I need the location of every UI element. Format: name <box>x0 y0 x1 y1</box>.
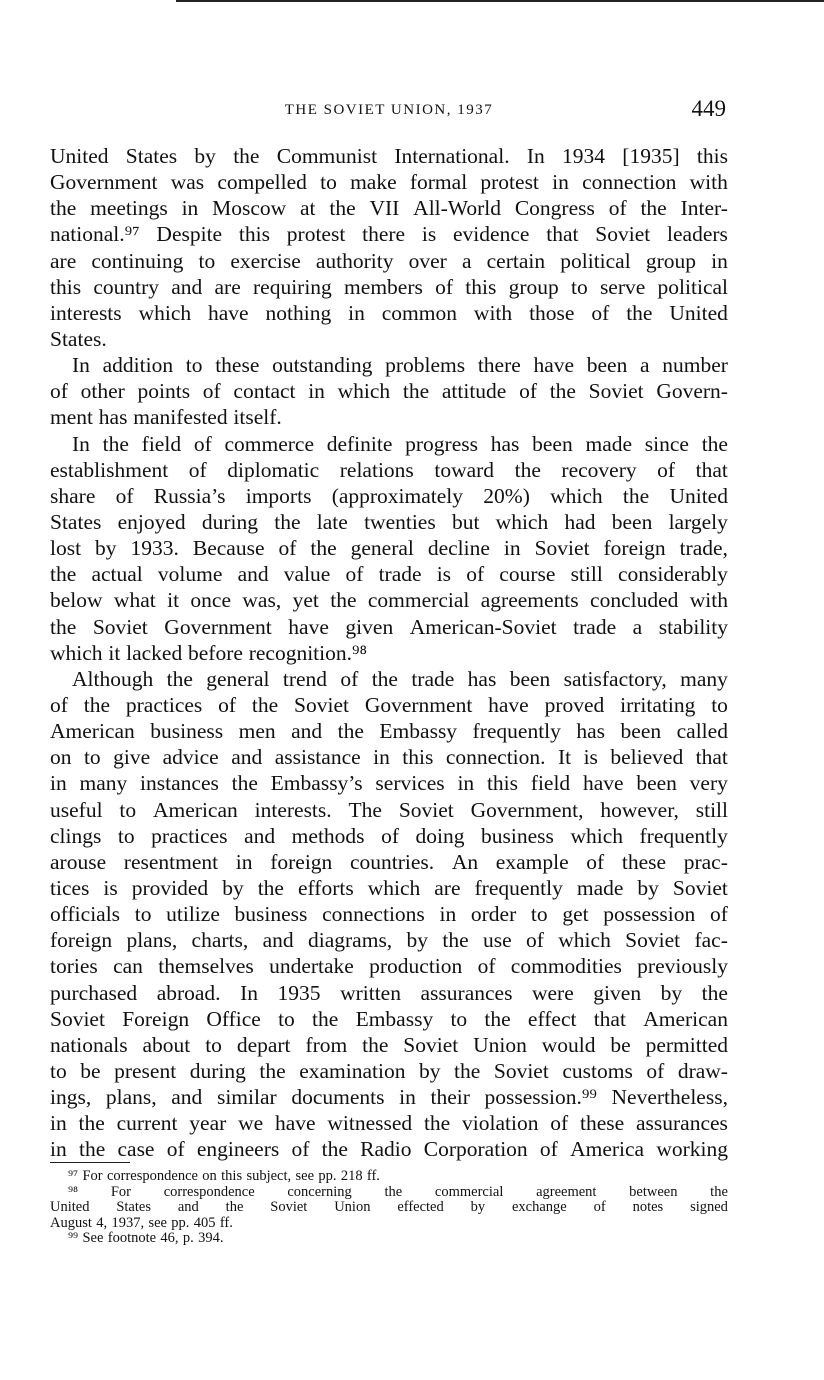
text-line: which it lacked before recognition.⁹⁸ <box>50 640 367 665</box>
text-line: interests which have nothing in common with those of the United <box>50 300 728 325</box>
text-line: ment has manifested itself. <box>50 405 282 430</box>
footnote-rule <box>50 1162 130 1163</box>
footnote-line: United States and the Soviet Union effected by exchange of notes signed <box>50 1199 728 1215</box>
page-number: 449 <box>691 96 726 121</box>
text-line: the actual volume and value of trade is of course still considerably <box>50 562 728 587</box>
text-line: this country and are requiring members of this group to serve political <box>50 274 728 299</box>
text-line: In addition to these outstanding problems there have been a number <box>72 353 728 378</box>
text-line: tories can themselves undertake production of commodities previously <box>50 954 728 979</box>
running-title: THE SOVIET UNION, 1937 <box>284 102 494 118</box>
text-line: Soviet Foreign Office to the Embassy to the effect that American <box>50 1006 728 1031</box>
text-line: arouse resentment in foreign countries. An example of these prac- <box>50 849 728 874</box>
text-line: tices is provided by the efforts which are frequently made by Soviet <box>50 875 728 900</box>
text-line: officials to utilize business connections in order to get possession of <box>50 902 728 927</box>
text-line: Although the general trend of the trade has been satisfactory, many <box>72 666 728 691</box>
text-line: Government was compelled to make formal protest in connection with <box>50 170 728 195</box>
text-line: American business men and the Embassy frequently has been called <box>50 719 728 744</box>
text-line: United States by the Communist International. In 1934 [1935] this <box>50 144 728 168</box>
text-line: share of Russia’s imports (approximately 20%) which the United <box>50 483 728 508</box>
text-line: foreign plans, charts, and diagrams, by the use of which Soviet fac- <box>50 928 728 953</box>
footnote-line: ⁹⁸ For correspondence concerning the commercial agreement between the <box>68 1183 728 1200</box>
text-line: are continuing to exercise authority over a certain political group in <box>50 248 728 273</box>
text-line: national.⁹⁷ Despite this protest there is evidence that Soviet leaders <box>50 222 728 247</box>
text-line: In the field of commerce definite progress has been made since the <box>72 431 728 456</box>
text-line: to be present during the examination by the Soviet customs of draw- <box>50 1058 728 1083</box>
text-line: lost by 1933. Because of the general decline in Soviet foreign trade, <box>50 536 728 561</box>
text-line: in the current year we have witnessed the violation of these assurances <box>50 1111 728 1136</box>
text-line: in the case of engineers of the Radio Corporation of America working <box>50 1137 728 1162</box>
text-line: States enjoyed during the late twenties but which had been largely <box>50 509 728 534</box>
body-text <box>50 143 728 1162</box>
text-line: establishment of diplomatic relations toward the recovery of that <box>50 457 728 482</box>
running-head <box>50 96 728 128</box>
footnote-line: August 4, 1937, see pp. 405 ff. <box>50 1214 233 1231</box>
footnotes <box>50 1169 728 1247</box>
text-line: the Soviet Government have given American-Soviet trade a stability <box>50 614 728 639</box>
text-line: States. <box>50 326 107 351</box>
footnote-line: ⁹⁷ For correspondence on this subject, see pp. 218 ff. <box>68 1168 380 1184</box>
text-line: useful to American interests. The Soviet Government, however, still <box>50 797 728 822</box>
text-line: clings to practices and methods of doing business which frequently <box>50 823 728 848</box>
text-line: nationals about to depart from the Soviet Union would be permitted <box>50 1032 728 1057</box>
text-line: the meetings in Moscow at the VII All-World Congress of the Inter- <box>50 196 728 221</box>
text-line: below what it once was, yet the commercial agreements concluded with <box>50 588 728 613</box>
text-line: on to give advice and assistance in this connection. It is believed that <box>50 745 728 770</box>
text-line: purchased abroad. In 1935 written assurances were given by the <box>50 980 728 1005</box>
top-border-rule <box>176 0 824 2</box>
text-line: ings, plans, and similar documents in their possession.⁹⁹ Nevertheless, <box>50 1085 728 1110</box>
text-line: in many instances the Embassy’s services in this field have been very <box>50 771 728 796</box>
text-line: of the practices of the Soviet Government have proved irritating to <box>50 692 728 717</box>
footnote-line: ⁹⁹ See footnote 46, p. 394. <box>68 1230 224 1246</box>
text-line: of other points of contact in which the attitude of the Soviet Govern- <box>50 379 728 404</box>
